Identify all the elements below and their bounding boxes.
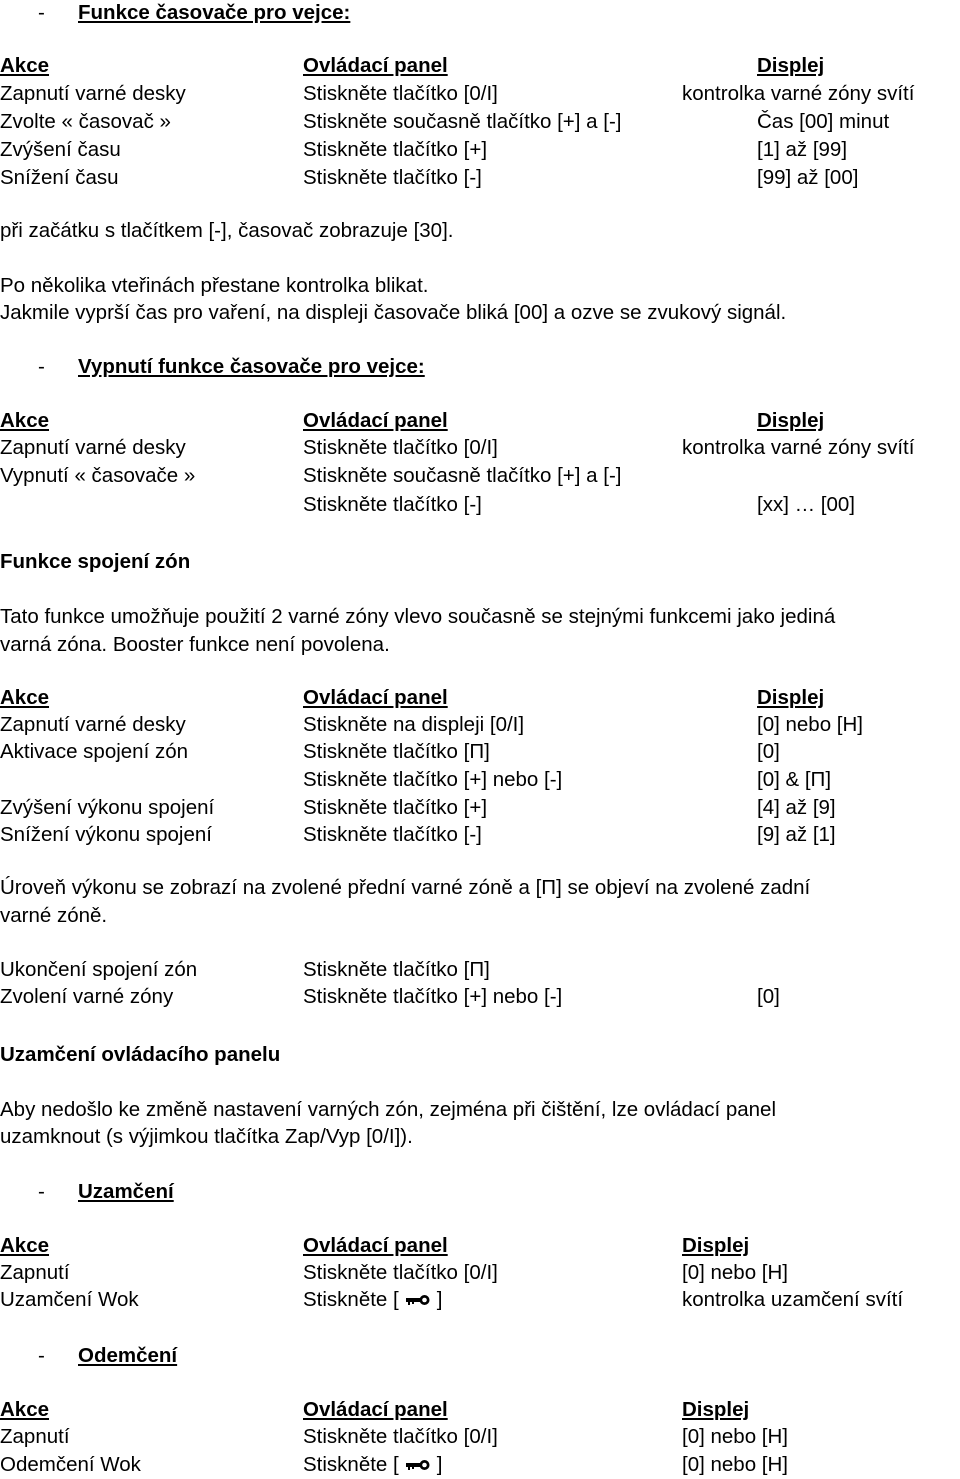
s3-head-panel: Ovládací panel: [303, 686, 448, 709]
section2-title: Vypnutí funkce časovače pro vejce:: [78, 355, 425, 378]
unlock-r0-displej: [0] nebo [H]: [682, 1425, 788, 1448]
lock-head-panel: Ovládací panel: [303, 1234, 448, 1257]
s3-r4-akce: Snížení výkonu spojení: [0, 823, 212, 846]
s1-head-akce: Akce: [0, 54, 50, 77]
lock-r1-displej: kontrolka uzamčení svítí: [682, 1288, 904, 1311]
lock-r1-akce: Uzamčení Wok: [0, 1288, 139, 1311]
s3-r2-panel: Stiskněte tlačítko [+] nebo [-]: [303, 768, 563, 791]
section2-dash: -: [38, 355, 45, 378]
unlock-r1-akce: Odemčení Wok: [0, 1453, 141, 1476]
s1-r1-akce: Zvolte « časovač »: [0, 110, 171, 133]
s1-note-blink: Po několika vteřinách přestane kontrolka blikat.: [0, 274, 429, 297]
lock-r0-panel: Stiskněte tlačítko [0/I]: [303, 1261, 498, 1284]
s1-head-panel: Ovládací panel: [303, 54, 448, 77]
s1-r0-panel: Stiskněte tlačítko [0/I]: [303, 82, 498, 105]
s2-r0-panel: Stiskněte tlačítko [0/I]: [303, 436, 498, 459]
s3-para-line1: Tato funkce umožňuje použití 2 varné zóny vlevo současně se stejnými funkcemi jako jediná: [0, 605, 836, 628]
s3-r3-akce: Zvýšení výkonu spojení: [0, 796, 215, 819]
unlock-dash: -: [38, 1344, 45, 1367]
s3-r5-akce: Ukončení spojení zón: [0, 958, 198, 981]
section3-title: Funkce spojení zón: [0, 550, 191, 573]
s1-r1-displej: Čas [00] minut: [757, 110, 890, 133]
s3-r3-displej: [4] až [9]: [757, 796, 836, 819]
lock-dash: -: [38, 1180, 45, 1203]
key-icon: [405, 1293, 431, 1307]
s3-head-displej: Displej: [757, 686, 825, 709]
s3-r6-displej: [0]: [757, 985, 780, 1008]
unlock-r1-panel: [303, 1455, 442, 1476]
unlock-r0-akce: Zapnutí: [0, 1425, 70, 1448]
s1-note-start: při začátku s tlačítkem [-], časovač zobrazuje [30].: [0, 219, 454, 242]
s3-para-line3: Úroveň výkonu se zobrazí na zvolené přední varné zóně a [Π] se objeví na zvolené zadní: [0, 876, 811, 899]
unlock-panel-text-pre: Stiskněte [: [303, 1453, 399, 1476]
s2-r2-panel: Stiskněte tlačítko [-]: [303, 493, 482, 516]
s3-head-akce: Akce: [0, 686, 50, 709]
s3-r1-panel: Stiskněte tlačítko [Π]: [303, 740, 490, 763]
section1-dash: -: [38, 1, 45, 24]
s3-r4-displej: [9] až [1]: [757, 823, 836, 846]
s2-head-panel: Ovládací panel: [303, 409, 448, 432]
s2-r0-akce: Zapnutí varné desky: [0, 436, 186, 459]
s3-para-line2: varná zóna. Booster funkce není povolena.: [0, 633, 390, 656]
s1-r3-akce: Snížení času: [0, 166, 119, 189]
s3-r0-displej: [0] nebo [H]: [757, 713, 863, 736]
lock-r0-akce: Zapnutí: [0, 1261, 70, 1284]
unlock-r1-displej: [0] nebo [H]: [682, 1453, 788, 1476]
s1-r3-panel: Stiskněte tlačítko [-]: [303, 166, 482, 189]
unlock-r0-panel: Stiskněte tlačítko [0/I]: [303, 1425, 498, 1448]
s3-r4-panel: Stiskněte tlačítko [-]: [303, 823, 482, 846]
s2-r1-panel: Stiskněte současně tlačítko [+] a [-]: [303, 464, 622, 487]
section4-title: Uzamčení ovládacího panelu: [0, 1043, 281, 1066]
unlock-title: Odemčení: [78, 1344, 178, 1367]
lock-r0-displej: [0] nebo [H]: [682, 1261, 788, 1284]
s1-r0-displej: kontrolka varné zóny svítí: [682, 82, 915, 105]
s1-head-displej: Displej: [757, 54, 825, 77]
lock-title: Uzamčení: [78, 1180, 174, 1203]
s2-head-akce: Akce: [0, 409, 50, 432]
unlock-head-akce: Akce: [0, 1398, 50, 1421]
s1-r2-akce: Zvýšení času: [0, 138, 121, 161]
s3-r3-panel: Stiskněte tlačítko [+]: [303, 796, 488, 819]
lock-panel-text-post: ]: [436, 1288, 443, 1311]
unlock-head-displej: Displej: [682, 1398, 750, 1421]
s3-r6-panel: Stiskněte tlačítko [+] nebo [-]: [303, 985, 563, 1008]
s3-r5-panel: Stiskněte tlačítko [Π]: [303, 958, 490, 981]
unlock-panel-text-post: ]: [436, 1453, 443, 1476]
s2-head-displej: Displej: [757, 409, 825, 432]
s3-para-line4: varné zóně.: [0, 904, 108, 927]
unlock-head-panel: Ovládací panel: [303, 1398, 448, 1421]
s2-r0-displej: kontrolka varné zóny svítí: [682, 436, 915, 459]
s3-r2-displej: [0] & [Π]: [757, 768, 832, 791]
s3-r1-akce: Aktivace spojení zón: [0, 740, 189, 763]
s4-para-line1: Aby nedošlo ke změně nastavení varných zón, zejména při čištění, lze ovládací panel: [0, 1098, 777, 1121]
s1-r3-displej: [99] až [00]: [757, 166, 859, 189]
s1-note-signal: Jakmile vyprší čas pro vaření, na displeji časovače bliká [00] a ozve se zvukový signál.: [0, 301, 787, 324]
s1-r1-panel: Stiskněte současně tlačítko [+] a [-]: [303, 110, 622, 133]
s3-r0-akce: Zapnutí varné desky: [0, 713, 186, 736]
s2-r2-displej: [xx] … [00]: [757, 493, 855, 516]
lock-head-displej: Displej: [682, 1234, 750, 1257]
lock-panel-text-pre: Stiskněte [: [303, 1288, 399, 1311]
s1-r2-panel: Stiskněte tlačítko [+]: [303, 138, 488, 161]
s2-r1-akce: Vypnutí « časovače »: [0, 464, 196, 487]
s3-r1-displej: [0]: [757, 740, 780, 763]
s3-r6-akce: Zvolení varné zóny: [0, 985, 174, 1008]
lock-head-akce: Akce: [0, 1234, 50, 1257]
key-icon: [405, 1458, 431, 1472]
section1-title: Funkce časovače pro vejce:: [78, 1, 351, 24]
s1-r0-akce: Zapnutí varné desky: [0, 82, 186, 105]
s3-r0-panel: Stiskněte na displeji [0/I]: [303, 713, 525, 736]
s4-para-line2: uzamknout (s výjimkou tlačítka Zap/Vyp [0/I]).: [0, 1125, 413, 1148]
s1-r2-displej: [1] až [99]: [757, 138, 848, 161]
lock-r1-panel: [303, 1290, 442, 1311]
